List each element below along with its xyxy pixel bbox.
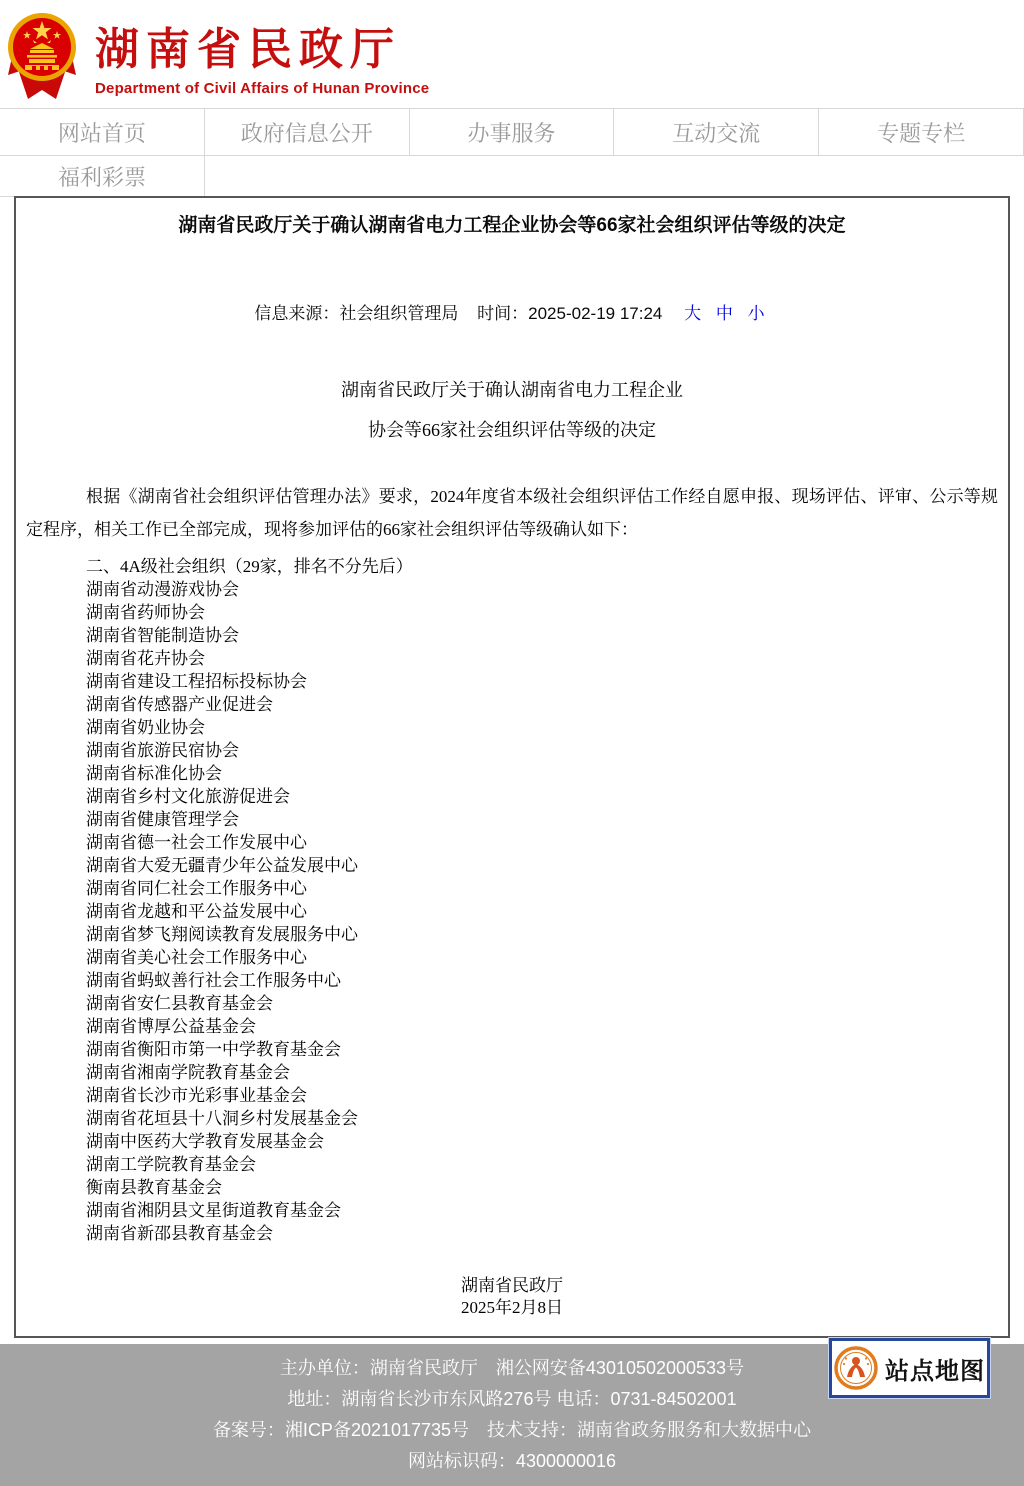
organization-item: 湖南省博厚公益基金会 (86, 1017, 256, 1036)
article-meta (26, 299, 998, 324)
site-title: 湖南省民政厅 (95, 25, 401, 74)
meta-time: 时间：2025-02-19 17:24 (477, 304, 663, 323)
organization-item: 湖南省衡阳市第一中学教育基金会 (86, 1040, 341, 1059)
footer-site-id-line: 网站标识码：4300000016 (407, 1451, 617, 1471)
organization-item: 湖南工学院教育基金会 (86, 1155, 256, 1174)
nav-item[interactable]: 网站首页 (0, 109, 205, 155)
civil-affairs-logo-icon (834, 1346, 878, 1390)
font-size-medium-button[interactable]: 中 (715, 304, 733, 323)
organization-item: 湖南省奶业协会 (86, 718, 205, 737)
font-size-small-button[interactable]: 小 (747, 304, 765, 323)
national-emblem-icon (6, 5, 78, 103)
nav-row-1 (0, 109, 1024, 156)
font-size-large-button[interactable]: 大 (684, 304, 702, 323)
organization-list (86, 578, 998, 1245)
organization-item: 湖南省湘阴县文星街道教育基金会 (86, 1201, 341, 1220)
organization-item: 湖南省智能制造协会 (86, 626, 239, 645)
organization-item: 湖南省美心社会工作服务中心 (86, 948, 307, 967)
organization-item: 衡南县教育基金会 (86, 1178, 222, 1197)
organization-item: 湖南省健康管理学会 (86, 810, 239, 829)
nav-item[interactable]: 专题专栏 (819, 109, 1024, 155)
organization-item: 湖南省药师协会 (86, 603, 205, 622)
organization-item: 湖南省蚂蚁善行社会工作服务中心 (86, 971, 341, 990)
nav-item[interactable]: 政府信息公开 (205, 109, 410, 155)
organization-item: 湖南省花卉协会 (86, 649, 205, 668)
footer-sponsor-line: 主办单位：湖南省民政厅 湘公网安备43010502000533号 (279, 1358, 745, 1378)
article-title: 湖南省民政厅关于确认湖南省电力工程企业协会等66家社会组织评估等级的决定 (178, 215, 846, 236)
site-header (0, 0, 1024, 108)
document-title-line1: 湖南省民政厅关于确认湖南省电力工程企业 (341, 380, 683, 400)
organization-item: 湖南省龙越和平公益发展中心 (86, 902, 307, 921)
organization-item: 湖南省花垣县十八洞乡村发展基金会 (86, 1109, 358, 1128)
site-subtitle-en: Department of Civil Affairs of Hunan Province (95, 80, 430, 97)
organization-item: 湖南省动漫游戏协会 (86, 580, 239, 599)
sitemap-button[interactable] (829, 1338, 990, 1398)
document-paragraph: 根据《湖南省社会组织评估管理办法》要求，2024年度省本级社会组织评估工作经自愿申报、现场评估、评审、公示等规定程序，相关工作已全部完成，现将参加评估的66家社会组织评估等级确认如下： (26, 487, 998, 539)
organization-item: 湖南省同仁社会工作服务中心 (86, 879, 307, 898)
footer-address-line: 地址：湖南省长沙市东风路276号 电话：0731-84502001 (287, 1389, 737, 1409)
nav-item[interactable]: 办事服务 (410, 109, 615, 155)
font-size-switcher (679, 299, 769, 324)
signature-block (26, 1275, 998, 1319)
organization-item: 湖南省长沙市光彩事业基金会 (86, 1086, 307, 1105)
document-title (26, 370, 998, 450)
meta-source: 信息来源：社会组织管理局 (254, 304, 459, 323)
main-nav (0, 108, 1024, 197)
organization-item: 湖南省旅游民宿协会 (86, 741, 239, 760)
nav-row-2 (0, 156, 1024, 197)
organization-item: 湖南省大爱无疆青少年公益发展中心 (86, 856, 358, 875)
footer-icp-line: 备案号：湘ICP备2021017735号 技术支持：湖南省政务服务和大数据中心 (212, 1420, 812, 1440)
organization-item: 湖南省传感器产业促进会 (86, 695, 273, 714)
organization-section (86, 555, 998, 1245)
sitemap-button-label: 站点地图 (885, 1357, 985, 1385)
signature-date: 2025年2月8日 (461, 1298, 563, 1317)
document-title-line2: 协会等66家社会组织评估等级的决定 (368, 420, 656, 440)
nav-item[interactable]: 互动交流 (614, 109, 819, 155)
organization-item: 湖南省德一社会工作发展中心 (86, 833, 307, 852)
signature-name: 湖南省民政厅 (461, 1276, 563, 1295)
organization-item: 湖南省建设工程招标投标协会 (86, 672, 307, 691)
organization-item: 湖南省梦飞翔阅读教育发展服务中心 (86, 925, 358, 944)
section-heading: 二、4A级社会组织（29家，排名不分先后） (86, 557, 413, 576)
organization-item: 湖南省湘南学院教育基金会 (86, 1063, 290, 1082)
nav-item[interactable]: 福利彩票 (0, 156, 205, 197)
organization-item: 湖南省乡村文化旅游促进会 (86, 787, 290, 806)
organization-item: 湖南省新邵县教育基金会 (86, 1224, 273, 1243)
organization-item: 湖南省标准化协会 (86, 764, 222, 783)
brand-block (95, 24, 429, 97)
organization-item: 湖南中医药大学教育发展基金会 (86, 1132, 324, 1151)
article-content-box (14, 196, 1010, 1338)
organization-item: 湖南省安仁县教育基金会 (86, 994, 273, 1013)
